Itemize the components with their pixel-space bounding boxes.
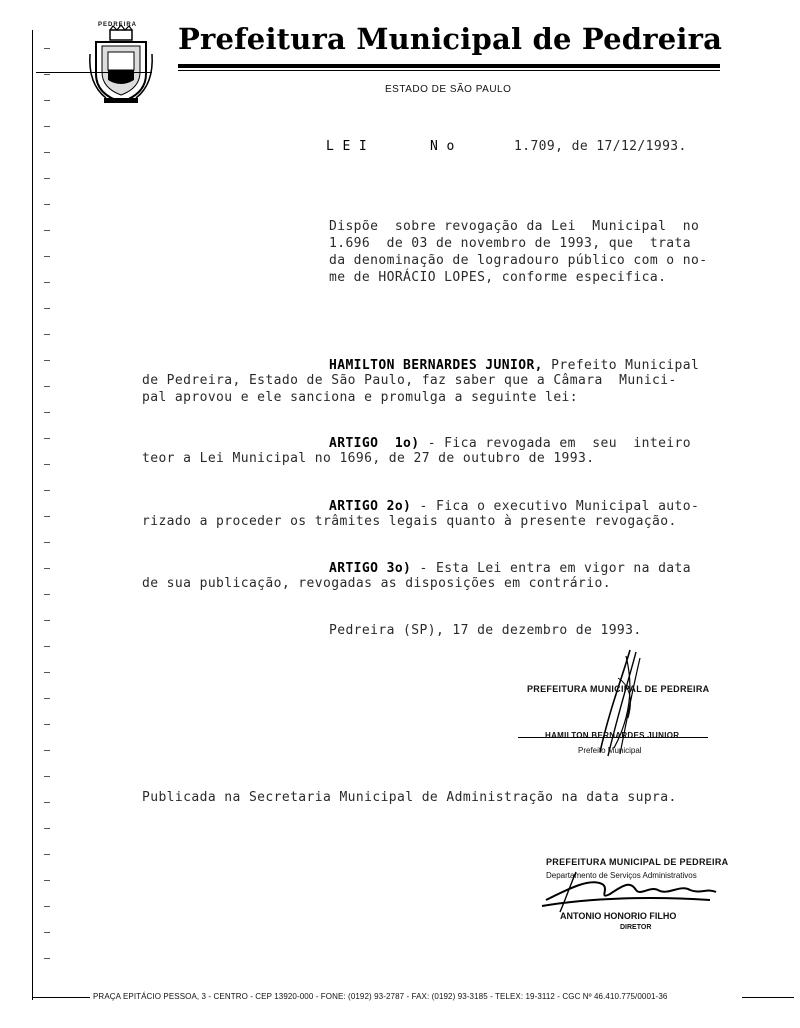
margin-tick xyxy=(44,230,50,231)
margin-tick xyxy=(44,516,50,517)
ementa-line-4: me de HORÁCIO LOPES, conforme especifica. xyxy=(329,270,667,285)
margin-tick xyxy=(44,802,50,803)
margin-tick xyxy=(44,152,50,153)
place-date: Pedreira (SP), 17 de dezembro de 1993. xyxy=(329,623,642,638)
margin-tick xyxy=(44,880,50,881)
left-margin-line xyxy=(32,30,33,1000)
mayor-title: Prefeito Municipal xyxy=(542,358,700,373)
margin-tick xyxy=(44,932,50,933)
ementa-line-1: Dispõe sobre revogação da Lei Municipal no xyxy=(329,219,700,234)
article-3-label: ARTIGO 3o) xyxy=(329,561,412,576)
sig2-role: DIRETOR xyxy=(620,924,652,931)
margin-tick xyxy=(44,698,50,699)
article-2-text: - Fica o executivo Municipal auto- xyxy=(411,499,700,514)
sig2-name: ANTONIO HONORIO FILHO xyxy=(560,911,677,921)
margin-tick xyxy=(44,958,50,959)
footer-line-right xyxy=(742,997,794,998)
margin-tick xyxy=(44,438,50,439)
margin-tick xyxy=(44,256,50,257)
margin-tick xyxy=(44,204,50,205)
sig1-stamp-title: PREFEITURA MUNICIPAL DE PEDREIRA xyxy=(527,684,710,694)
footer-line-left xyxy=(32,997,92,998)
header-rule-thin xyxy=(178,70,720,71)
margin-tick xyxy=(44,828,50,829)
margin-tick xyxy=(44,178,50,179)
sig1-role: Prefeito Municipal xyxy=(578,746,642,755)
director-signature-icon xyxy=(540,866,720,914)
margin-tick xyxy=(44,48,50,49)
margin-tick xyxy=(44,568,50,569)
page-title: Prefeitura Municipal de Pedreira xyxy=(178,22,723,56)
ementa-line-2: 1.696 de 03 de novembro de 1993, que trata xyxy=(329,236,691,251)
state-label: ESTADO DE SÃO PAULO xyxy=(385,84,512,95)
margin-tick xyxy=(44,490,50,491)
sig1-name: HAMILTON BERNARDES JUNIOR xyxy=(545,731,680,740)
margin-tick xyxy=(44,854,50,855)
preamble-line-2: de Pedreira, Estado de São Paulo, faz saber que a Câmara Munici- xyxy=(142,373,677,388)
preamble-line-3: pal aprovou e ele sanciona e promulga a seguinte lei: xyxy=(142,390,579,405)
ementa-line-3: da denominação de logradouro público com o no- xyxy=(329,253,708,268)
article-1-text: - Fica revogada em seu inteiro xyxy=(419,436,691,451)
article-3-line-2: de sua publicação, revogadas as disposições em contrário. xyxy=(142,576,611,591)
margin-tick xyxy=(44,646,50,647)
margin-tick xyxy=(44,74,50,75)
article-3-text: - Esta Lei entra em vigor na data xyxy=(411,561,691,576)
margin-tick xyxy=(44,334,50,335)
margin-tick xyxy=(44,672,50,673)
margin-tick xyxy=(44,282,50,283)
margin-tick xyxy=(44,386,50,387)
ementa-block xyxy=(329,218,707,286)
footer-address: PRAÇA EPITÁCIO PESSOA, 3 - CENTRO - CEP 13920-000 - FONE: (0192) 93-2787 - FAX: (0192) 93-3185 - TELEX: 19-3112 - CGC Nº 46.410.775/0001-36 xyxy=(90,992,670,1001)
article-2-label: ARTIGO 2o) xyxy=(329,499,412,514)
law-number-label: N o xyxy=(430,139,455,154)
law-heading-label: L E I xyxy=(326,139,368,154)
article-1-label: ARTIGO 1o) xyxy=(329,436,420,451)
margin-tick xyxy=(44,308,50,309)
sig2-stamp-title: PREFEITURA MUNICIPAL DE PEDREIRA xyxy=(546,857,729,867)
margin-tick xyxy=(44,750,50,751)
margin-tick xyxy=(44,542,50,543)
preamble-line-1 xyxy=(329,356,699,374)
article-1-line-2: teor a Lei Municipal no 1696, de 27 de outubro de 1993. xyxy=(142,451,595,466)
article-3-line-1 xyxy=(329,559,691,577)
sig2-department: Departamento de Serviços Administrativos xyxy=(546,871,697,880)
margin-tick xyxy=(44,594,50,595)
header-rule-thick xyxy=(178,64,720,68)
article-1-line-1 xyxy=(329,434,691,452)
margin-tick xyxy=(44,412,50,413)
margin-tick xyxy=(44,620,50,621)
margin-tick xyxy=(44,776,50,777)
mayor-signature-icon xyxy=(570,648,680,760)
margin-tick xyxy=(44,360,50,361)
margin-tick xyxy=(44,126,50,127)
publication-note: Publicada na Secretaria Municipal de Administração na data supra. xyxy=(142,790,677,805)
law-number-date: 1.709, de 17/12/1993. xyxy=(514,139,687,154)
municipal-seal-icon xyxy=(86,24,156,106)
margin-tick xyxy=(44,724,50,725)
header-left-rule xyxy=(36,72,152,73)
margin-tick xyxy=(44,100,50,101)
mayor-name: HAMILTON BERNARDES JUNIOR, xyxy=(329,358,543,373)
article-2-line-2: rizado a proceder os trâmites legais quanto à presente revogação. xyxy=(142,514,677,529)
margin-tick xyxy=(44,464,50,465)
seal-text: PEDREIRA xyxy=(98,22,138,28)
margin-tick xyxy=(44,906,50,907)
article-2-line-1 xyxy=(329,497,699,515)
